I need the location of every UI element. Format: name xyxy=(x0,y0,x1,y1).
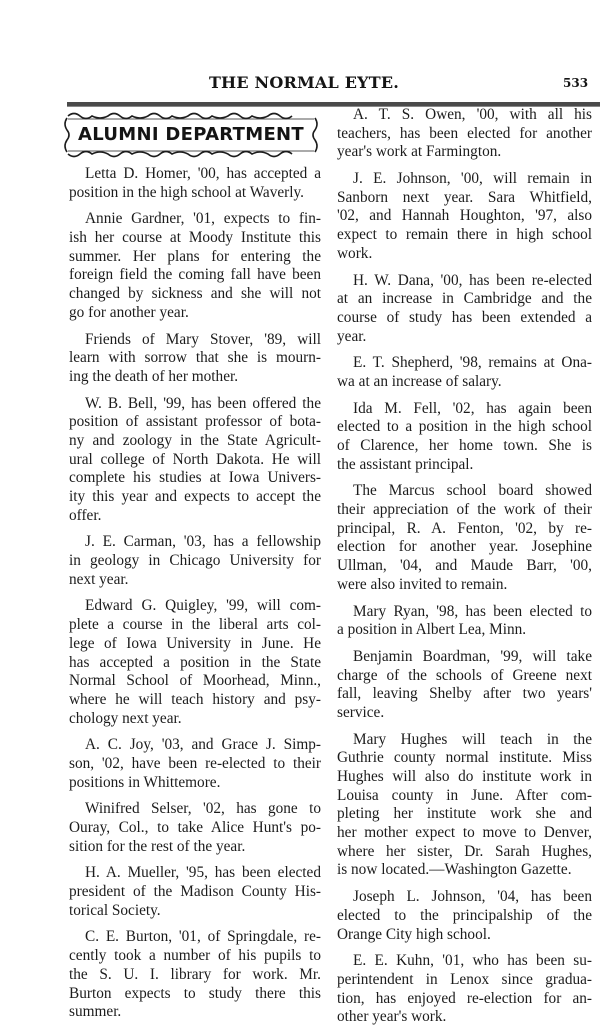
news-item xyxy=(337,648,592,723)
news-item xyxy=(337,888,592,944)
text-line: work. xyxy=(337,244,373,262)
text-line: elected to the principalship of the xyxy=(337,906,592,924)
text-line: Hughes will also do institute work in xyxy=(337,768,592,785)
text-line: at an increase in Cambridge and the xyxy=(337,290,592,308)
text-line: a position in Albert Lea, Minn. xyxy=(337,621,527,639)
news-item xyxy=(337,400,592,475)
text-line: learn with sorrow that she is mourn- xyxy=(69,349,321,367)
text-line: tion, has enjoyed re-election for an- xyxy=(337,989,592,1007)
text-line: J. E. Johnson, '00, will remain in xyxy=(353,170,592,188)
text-line: The Marcus school board showed xyxy=(353,482,592,500)
journal-title: THE NORMAL EYTE. xyxy=(208,73,400,92)
news-item xyxy=(69,331,321,387)
news-item xyxy=(337,731,592,881)
text-line: cently took a number of his pupils to xyxy=(69,947,321,965)
text-line: H. A. Mueller, '95, has been elected xyxy=(85,864,321,882)
text-line: election for another year. Josephine xyxy=(337,538,592,556)
text-line: plete a course in the liberal arts col- xyxy=(69,616,321,634)
text-line: A. T. S. Owen, '00, with all his xyxy=(353,106,592,123)
text-line: other year's work. xyxy=(337,1008,447,1026)
text-line: service. xyxy=(337,703,385,721)
text-line: positions in Whittemore. xyxy=(69,773,221,791)
text-line: H. W. Dana, '00, has been re-elected xyxy=(353,271,592,289)
text-line: lege of Iowa University in June. He xyxy=(69,634,321,652)
text-line: is now located.—Washington Gazette. xyxy=(337,861,572,879)
section-heading-ornament xyxy=(62,110,320,160)
text-line: summer. Her plans for entering the xyxy=(69,247,321,265)
news-item xyxy=(69,597,321,728)
text-line: Ullman, '04, and Maude Barr, '00, xyxy=(337,557,592,575)
page-number: 533 xyxy=(563,76,589,90)
text-line: Louisa county in June. After com- xyxy=(337,786,592,804)
text-line: A. C. Joy, '03, and Grace J. Simp- xyxy=(85,736,321,754)
text-line: Annie Gardner, '01, expects to fin- xyxy=(85,210,321,228)
text-line: president of the Madison County His- xyxy=(69,883,321,901)
news-item xyxy=(337,354,592,391)
text-line: elected to a position in the high school xyxy=(337,418,592,436)
text-line: changed by sickness and she will not xyxy=(69,285,321,303)
text-line: Mary Ryan, '98, has been elected to xyxy=(353,602,592,620)
text-line: torical Society. xyxy=(69,901,161,919)
news-item xyxy=(337,170,592,263)
text-line: ish her course at Moody Institute this xyxy=(69,229,321,247)
text-line: Orange City high school. xyxy=(337,925,491,943)
text-line: E. T. Shepherd, '98, remains at Ona- xyxy=(353,354,592,372)
text-line: Mary Hughes will teach in the xyxy=(353,730,592,748)
text-line: Normal School of Moorhead, Minn., xyxy=(69,672,321,690)
text-line: Burton expects to study there this xyxy=(69,984,321,1002)
text-line: '02, and Hannah Houghton, '97, also xyxy=(337,207,592,225)
text-line: son, '02, have been re-elected to their xyxy=(69,754,321,772)
text-line: fall, leaving Shelby after two years' xyxy=(337,685,592,703)
text-line: Ida M. Fell, '02, has again been xyxy=(353,399,592,417)
text-line: Benjamin Boardman, '99, will take xyxy=(353,647,592,665)
text-line: chology next year. xyxy=(69,709,182,727)
text-line: the assistant principal. xyxy=(337,455,474,473)
right-column xyxy=(337,106,592,1035)
news-item xyxy=(69,395,321,526)
news-item xyxy=(337,482,592,594)
text-line: course of study has been extended a xyxy=(337,308,592,326)
text-line: ity this year and expects to accept the xyxy=(69,488,321,505)
text-line: of Clarence, her home town. She is xyxy=(337,437,592,454)
text-line: Letta D. Homer, '00, has accepted a xyxy=(85,165,321,182)
text-line: go for another year. xyxy=(69,303,189,321)
text-line: Friends of Mary Stover, '89, will xyxy=(85,330,321,348)
text-line: C. E. Burton, '01, of Springdale, re- xyxy=(85,928,321,946)
text-line: were also invited to remain. xyxy=(337,575,508,593)
left-column xyxy=(69,165,321,1030)
text-line: J. E. Carman, '03, has a fellowship xyxy=(85,533,321,551)
news-item xyxy=(69,533,321,589)
text-line: expect to remain there in high school xyxy=(337,226,592,244)
text-line: year. xyxy=(337,327,367,345)
news-item xyxy=(337,272,592,347)
text-line: Edward G. Quigley, '99, will com- xyxy=(85,597,321,615)
text-line: next year. xyxy=(69,570,129,588)
text-line: offer. xyxy=(69,506,102,524)
text-line: in geology in Chicago University for xyxy=(69,552,321,570)
text-line: her mother expect to move to Denver, xyxy=(337,824,592,842)
news-item xyxy=(69,165,321,202)
text-line: foreign field the coming fall have been xyxy=(69,266,321,284)
text-line: ny and zoology in the State Agricult- xyxy=(69,431,321,449)
text-line: perintendent in Lenox since gradua- xyxy=(337,970,592,988)
text-line: position of assistant professor of bota- xyxy=(69,413,321,431)
text-line: Sanborn next year. Sara Whitfield, xyxy=(337,188,592,206)
text-line: W. B. Bell, '99, has been offered the xyxy=(85,394,321,412)
text-line: their appreciation of the work of their xyxy=(337,501,592,519)
section-title: ALUMNI DEPARTMENT xyxy=(77,124,304,145)
text-line: principal, R. A. Fenton, '02, by re- xyxy=(337,519,592,537)
text-line: Ouray, Col., to take Alice Hunt's po- xyxy=(69,819,321,836)
news-item xyxy=(69,800,321,856)
text-line: ural college of North Dakota. He will xyxy=(69,450,321,468)
text-line: sition for the rest of the year. xyxy=(69,837,246,855)
text-line: charge of the schools of Greene next xyxy=(337,666,592,684)
text-line: Guthrie county normal institute. Miss xyxy=(337,749,592,767)
news-item xyxy=(69,736,321,792)
news-item xyxy=(69,210,321,322)
text-line: summer. xyxy=(69,1003,122,1021)
news-item xyxy=(69,864,321,920)
text-line: wa at an increase of salary. xyxy=(337,372,502,390)
news-item xyxy=(337,106,592,162)
text-line: has accepted a position in the State xyxy=(69,653,321,671)
text-line: ing the death of her mother. xyxy=(69,367,239,385)
text-line: the S. U. I. library for work. Mr. xyxy=(69,965,321,983)
text-line: Winifred Selser, '02, has gone to xyxy=(85,800,321,818)
news-item xyxy=(337,603,592,640)
text-line: where her sister, Dr. Sarah Hughes, xyxy=(337,842,592,860)
news-item xyxy=(69,928,321,1021)
text-line: E. E. Kuhn, '01, who has been su- xyxy=(353,952,592,970)
text-line: position in the high school at Waverly. xyxy=(69,183,304,201)
text-line: pleting her institute work she and xyxy=(337,805,592,823)
text-line: Joseph L. Johnson, '04, has been xyxy=(353,888,592,906)
text-line: complete his studies at Iowa Univers- xyxy=(69,469,321,487)
text-line: year's work at Farmington. xyxy=(337,143,502,161)
text-line: where he will teach history and psy- xyxy=(69,690,321,708)
news-item xyxy=(337,952,592,1027)
text-line: teachers, has been elected for another xyxy=(337,124,592,142)
